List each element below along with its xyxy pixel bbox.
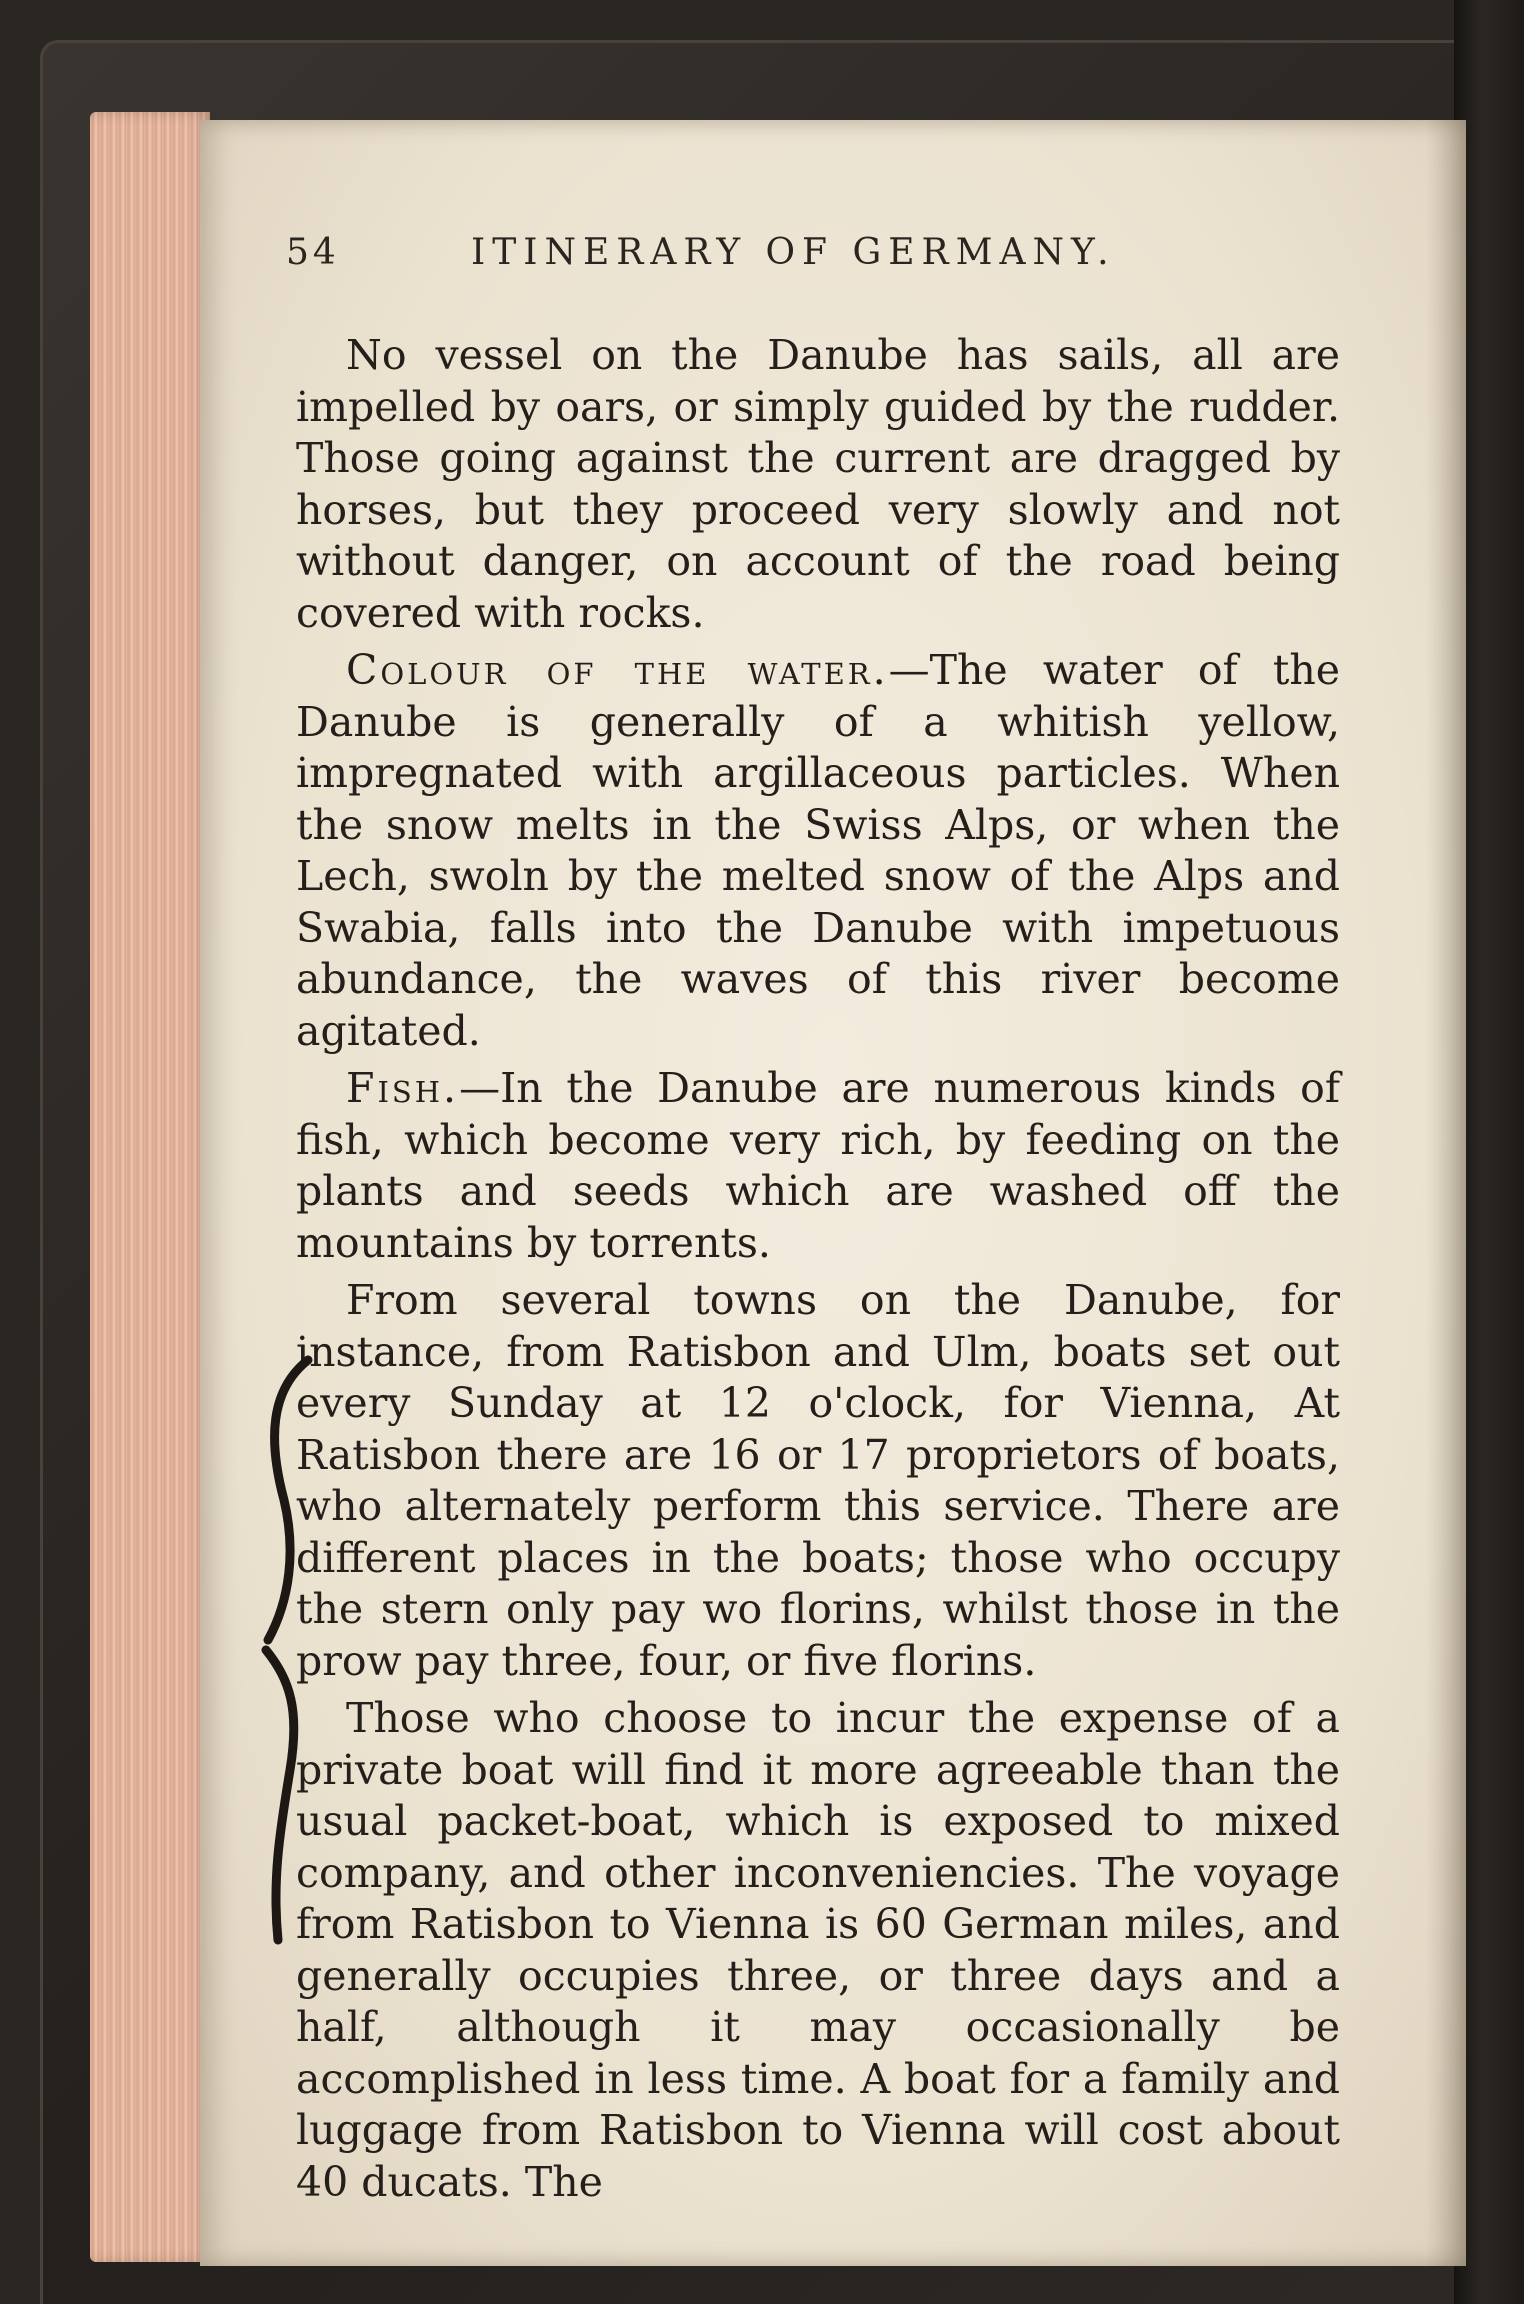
paragraph-boats	[296, 1275, 1340, 1687]
page-header	[286, 232, 1336, 302]
page-number: 54	[286, 232, 340, 273]
paragraph-text: —In the Danube are numerous kinds of fish, which become very rich, by feeding on the plants and seeds which are washed off the mountains by torrents.	[296, 1064, 1340, 1267]
paragraph-text: No vessel on the Danube has sails, all are impelled by oars, or simply guided by the rudder. Those going against the current are dragged by horses, but they proceed very slowly and not without danger, on account of the road being covered with rocks.	[296, 331, 1340, 637]
paragraph-vessels	[296, 330, 1340, 639]
section-lead: Fish.	[346, 1064, 460, 1112]
handwritten-bracket-mark	[260, 1350, 314, 1950]
paragraph-text: Those who choose to incur the expense of a private boat will find it more agreeable than the usual packet-boat, which is exposed to mixed company, and other inconveniencies. The voyage from Ratisbon to Vienna is 60 German miles, and generally occupies three, or three days and a half, although it may occasionally be accomplished in less time. A boat for a family and luggage from Ratisbon to Vienna will cost about 40 ducats. The	[296, 1694, 1340, 2206]
paragraph-text: From several towns on the Danube, for instance, from Ratisbon and Ulm, boats set out every Sunday at 12 o'clock, for Vienna, At Ratisbon there are 16 or 17 proprietors of boats, who alternately perform this service. There are different places in the boats; those who occupy the stern only pay wo florins, whilst those in the prow pay three, four, or five florins.	[296, 1276, 1340, 1685]
paragraph-private-boat	[296, 1693, 1340, 2208]
page-edges	[90, 112, 210, 2262]
gutter-shadow	[1426, 120, 1466, 2266]
paragraph-text: —The water of the Danube is generally of a whitish yellow, impregnated with argillaceous particles. When the snow melts in the Swiss Alps, or when the Lech, swoln by the melted snow of the Alps and Swabia, falls into the Danube with impetuous abundance, the waves of this river become agitated.	[296, 646, 1340, 1055]
book-page	[200, 120, 1466, 2266]
section-lead: Colour of the water.	[346, 646, 889, 694]
paragraph-colour	[296, 645, 1340, 1057]
body-text	[296, 330, 1340, 2214]
paragraph-fish	[296, 1063, 1340, 1269]
running-head: ITINERARY OF GERMANY.	[471, 232, 1116, 273]
